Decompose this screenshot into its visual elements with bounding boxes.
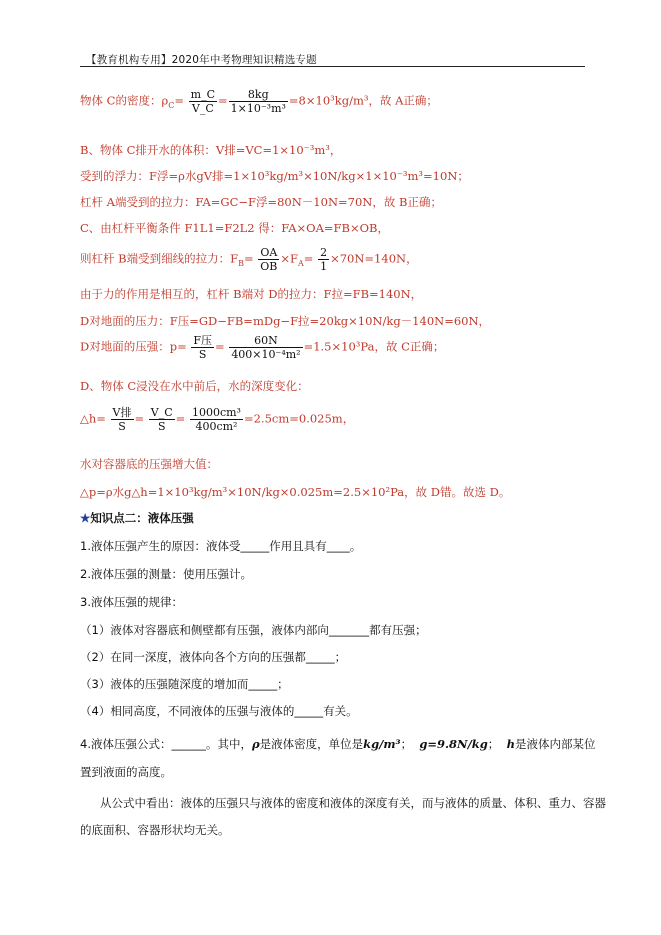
knowledge-title bbox=[80, 510, 194, 526]
fraction-denominator: 1 bbox=[320, 260, 328, 273]
fraction-f-s bbox=[191, 334, 214, 361]
fraction-denominator: 400cm² bbox=[195, 420, 238, 433]
knowledge-item-3-2: （2）在同一深度，液体向各个方向的压强都_____； bbox=[80, 650, 347, 664]
text-segment: = bbox=[174, 93, 184, 108]
text-segment: 物体 C的密度：ρ bbox=[80, 93, 169, 108]
knowledge-item-3-3: （3）液体的压强随深度的增加而_____； bbox=[80, 677, 289, 691]
fraction-vc-s bbox=[149, 406, 175, 433]
fraction-numerator: 60N bbox=[229, 334, 302, 348]
text-segment: = bbox=[243, 251, 254, 266]
text-segment: = bbox=[134, 411, 145, 426]
rho-symbol: ρ bbox=[251, 737, 260, 751]
solution-line-pressure-increase-label: 水对容器底的压强增大值： bbox=[80, 457, 218, 471]
text-segment: △h= bbox=[80, 411, 106, 426]
text-segment: = bbox=[175, 411, 186, 426]
fraction-mass-volume bbox=[229, 88, 288, 115]
solution-line-density: 物体 C的密度：$\rho_C=$ $\frac{m\_C}{V\_C}$ = $\frac{8kg}{\text{1×10⁻³m³}}$ =8×10³kg/m³，故 A正确； bbox=[80, 88, 438, 115]
density-unit: kg/m³ bbox=[363, 737, 401, 751]
section-heading: 知识点二：液体压强 bbox=[90, 511, 194, 525]
text-segment: ； bbox=[400, 737, 413, 751]
fraction-two-one bbox=[318, 246, 329, 273]
fraction-denominator: S bbox=[118, 420, 126, 433]
header-rule bbox=[80, 66, 585, 67]
text-segment: D对地面的压强：p= bbox=[80, 339, 187, 354]
fraction-numerator: 1000cm³ bbox=[191, 406, 241, 419]
knowledge-item-1: 1.液体压强产生的原因：液体受_____作用且具有____。 bbox=[80, 539, 362, 553]
subscript: A bbox=[298, 258, 304, 268]
knowledge-item-3-1: （1）液体对容器底和侧壁都有压强，液体内部向_______都有压强； bbox=[80, 623, 427, 637]
solution-line-ground-force: D对地面的压力：F压=GD−FB=mDg−F拉=20kg×10N/kg－140N=60N， bbox=[80, 314, 491, 328]
fraction-denominator: 400×10⁻⁴m² bbox=[231, 348, 301, 361]
text-segment: =1.5×10³Pa，故 C正确； bbox=[303, 339, 445, 354]
subscript: B bbox=[238, 258, 244, 268]
fraction-numerator: V排 bbox=[112, 406, 132, 419]
text-segment: 4.液体压强公式：______。其中， bbox=[80, 737, 252, 751]
solution-line-lever-balance: C、由杠杆平衡条件 F1L1=F2L2 得：FA×OA=FB×OB， bbox=[80, 221, 389, 235]
text-segment: 是液体内部某位 bbox=[514, 737, 596, 751]
fraction-numerator: m_C bbox=[190, 88, 215, 101]
fraction-force-area bbox=[229, 334, 302, 361]
subscript: C bbox=[168, 100, 175, 110]
knowledge-item-3: 3.液体压强的规律： bbox=[80, 595, 183, 609]
fraction-vpai-s bbox=[111, 406, 134, 433]
text-segment: ×F bbox=[280, 251, 299, 266]
fraction-mc-vc bbox=[189, 88, 217, 115]
knowledge-item-3-4: （4）相同高度，不同液体的压强与液体的_____有关。 bbox=[80, 704, 358, 718]
text-segment: 则杠杆 B端受到细线的拉力：F bbox=[80, 251, 239, 266]
knowledge-note-line-1: 从公式中看出：液体的压强只与液体的密度和液体的深度有关，而与液体的质量、体积、重力、容器 bbox=[100, 796, 606, 810]
solution-line-buoyancy: 受到的浮力：F浮=ρ水gV排=1×10³kg/m³×10N/kg×1×10⁻³m³=10N； bbox=[80, 169, 469, 183]
solution-line-pressure-increase: △p=ρ水g△h=1×10³kg/m³×10N/kg×0.025m=2.5×10²Pa，故 D错。故选 D。 bbox=[80, 485, 511, 499]
fraction-denominator: V_C bbox=[191, 102, 214, 115]
knowledge-formula-line bbox=[80, 736, 595, 752]
solution-line-lever-a: 杠杆 A端受到的拉力：FA=GC−F浮=80N－10N=70N，故 B正确； bbox=[80, 195, 442, 209]
solution-line-delta-h bbox=[80, 406, 354, 433]
fraction-numerator: V_C bbox=[150, 406, 173, 419]
solution-line-ground-pressure bbox=[80, 334, 444, 361]
text-segment: ×70N=140N， bbox=[330, 251, 418, 266]
solution-line-reaction-force: 由于力的作用是相互的，杠杆 B端对 D的拉力：F拉=FB=140N， bbox=[80, 287, 423, 301]
fraction-oa-ob bbox=[258, 246, 279, 273]
gravity-constant: g=9.8N/kg bbox=[419, 737, 488, 751]
knowledge-item-2: 2.液体压强的测量：使用压强计。 bbox=[80, 567, 252, 581]
solution-line-depth-change: D、物体 C浸没在水中前后，水的深度变化： bbox=[80, 379, 309, 393]
solution-line-lever-b bbox=[80, 246, 418, 273]
knowledge-formula-line-2: 置到液面的高度。 bbox=[80, 765, 172, 779]
text-segment: = bbox=[215, 339, 225, 354]
fraction-denominator: S bbox=[198, 348, 207, 361]
knowledge-note-line-2: 的底面积、容器形状均无关。 bbox=[80, 823, 230, 837]
text-segment: =2.5cm=0.025m， bbox=[243, 411, 355, 426]
fraction-denominator: S bbox=[157, 420, 166, 433]
fraction-numerator: F压 bbox=[193, 334, 213, 347]
text-segment: = bbox=[303, 251, 314, 266]
fraction-volume-area bbox=[190, 406, 243, 433]
solution-line-displaced-volume: B、物体 C排开水的体积：V排=VC=1×10⁻³m³， bbox=[80, 143, 342, 157]
fraction-numerator: 8kg bbox=[229, 88, 288, 102]
text-segment: =8×10³kg/m³，故 A正确； bbox=[288, 93, 438, 108]
star-icon: ★ bbox=[80, 511, 91, 525]
text-segment: 是液体密度，单位是 bbox=[259, 737, 364, 751]
text-segment: ； bbox=[487, 737, 500, 751]
fraction-numerator: 2 bbox=[320, 246, 328, 259]
h-symbol: h bbox=[506, 737, 515, 751]
fraction-numerator: OA bbox=[258, 246, 279, 260]
page-header: 【教育机构专用】2020年中考物理知识精选专题 bbox=[86, 54, 317, 66]
fraction-denominator: OB bbox=[260, 260, 278, 273]
fraction-denominator: 1×10⁻³m³ bbox=[230, 102, 286, 115]
